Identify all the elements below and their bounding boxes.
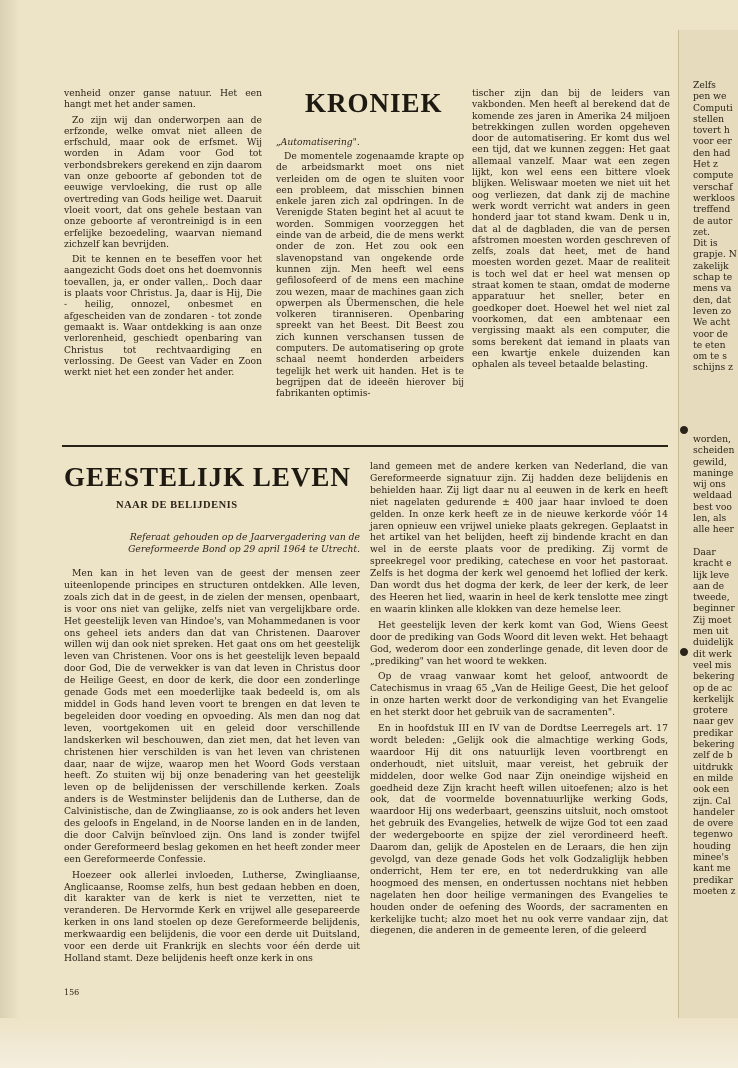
page-bottom [0, 1018, 738, 1068]
strip-line: duidelijk [693, 637, 734, 649]
strip-line: Zij moet [693, 614, 732, 626]
strip-line: stellen [693, 113, 725, 125]
strip-line: werkloos [693, 192, 735, 204]
strip-line: len, als [693, 513, 727, 525]
strip-line: minee's [693, 851, 729, 863]
strip-line: voor eer [693, 136, 732, 148]
strip-line: op de ac [693, 682, 733, 694]
page-number: 156 [64, 988, 80, 997]
strip-line: schijns z [693, 362, 733, 374]
strip-line: predikar [693, 874, 733, 886]
strip-line: tegenwo [693, 829, 733, 841]
strip-line: de overe [693, 818, 734, 830]
next-page-strip [678, 30, 738, 1040]
kroniek-right-column [472, 88, 670, 374]
strip-line: mens va [693, 283, 732, 295]
strip-line: tweede, [693, 592, 730, 604]
strip-line: en milde [693, 772, 734, 784]
paragraph: tischer zijn dan bij de leiders van vakbonden. Men heeft al berekend dat de komende zes jaren in Amerika 24 miljoen betrekkingen zullen worden opgeheven door de automatisering. Er komt dus wel een tijd, dat we kunnen zeggen: Het gaat allemaal vanzelf. Maar wat een zegen lijkt, kon wel eens een bittere vloek blijken. Weliswaar moeten we niet uit het oog verliezen, dat dank zij de machine werk wordt verricht wat anders in geen honderd jaar tot stand kwam. Denk u in, dat al de dagbladen, die van de persen afstromen moesten worden geschreven of zelfs, zoals dat heet, met de hand moesten worden gezet. Maar de realiteit is toch wel dat er heel wat mensen op straat komen te staan, omdat de moderne apparatuur het sneller, beter en goedkoper doet. Hoewel het wel niet zal voorkomen, dat een ambtenaar een vergissing maakt als een computer, die soms berekent dat iemand in plaats van een kwartje enkele duizenden kan ophalen als teveel betaalde belasting. [472, 88, 670, 371]
kroniek-title: KRONIEK [305, 88, 443, 118]
strip-line: Zelfs [693, 80, 716, 91]
strip-line: houding [693, 840, 731, 852]
paragraph: Men kan in het leven van de geest der mensen zeer uiteenlopende principes en structuren ontdekken. Alle leven, zoals zich dat in de geest, in de zielen der mensen, openbaart, is voor ons niet van gelijke, zelfs niet van vergelijkbare orde. Het geestelijk leven van Hindoe's, van Mohammedanen is voor ons geheel iets anders dan dat van Christenen. Daarover willen wij dan ook niet spreken. Het gaat ons om het geestelijk leven van Christenen. Voor ons is het geestelijk leven bepaald door God, Die de verwekker is van dat leven in Christus door de Heilige Geest, en door de kerk, die door een zonderlinge genade Gods met een moederlijke taak bedeeld is, om als middel in Gods hand leven voort te brengen en dat leven te begeleiden door voeding en opvoeding. Als men dan nog dat leven, voortgekomen uit en geleid door verschillende landskerken wil beschouwen, dan ziet men, dat het leven van christenen hier verschilden is van het leven van christenen daar, naar de wijze, waarop men het Woord Gods verstaan heeft. Zo stuiten wij bij onze benadering van het geestelijk leven op de belijdenissen der verschillende kerken. Zoals anders is de Westminster belijdenis dan de Lutherse, dan de Calvinistische, dan de Zwingliaanse, zo is ook anders het leven des geloofs in Engeland, in de Noorse landen en in de landen, die door Calvijn beïnvloed zijn. Ons land is zonder twijfel onder Gereformeerd beslag gekomen en het heeft zonder meer een Gereformeerde Confessie. [64, 568, 360, 865]
geestelijk-leven-subtitle: NAAR DE BELIJDENIS [116, 500, 238, 511]
kroniek-subhead: „Automatisering". [276, 137, 360, 148]
strip-line: best voo [693, 501, 732, 513]
strip-line: predikar [693, 727, 733, 739]
strip-line: lijk leve [693, 569, 730, 581]
paragraph: Op de vraag vanwaar komt het geloof, antwoordt de Catechismus in vraag 65 „Van de Heilige Geest, Die het geloof in onze harten werkt door de verkondiging van het Evangelie en het sterkt door het gebruik van de sacramenten". [370, 671, 668, 719]
geestelijk-right-column [370, 461, 668, 941]
strip-line: zakelijk [693, 260, 729, 272]
strip-line: handeler [693, 806, 735, 818]
paragraph: venheid onzer ganse natuur. Het een hangt met het ander samen. [64, 88, 262, 111]
page-edge-shadow [0, 0, 20, 1068]
strip-line: bekering [693, 739, 735, 751]
strip-line: verschaf [693, 181, 733, 193]
strip-line: Het z [693, 159, 718, 171]
paragraph: Dit te kennen en te beseffen voor het aangezicht Gods doet ons het doemvonnis toevallen, ja, er onder vallen,. Doch daar is plaats voor Christus. Ja, daar is Hij, Die - heilig, onnozel, onbesmet en afgescheiden van de zondaren - tot zonde gemaakt is. Waar ontdekking is aan onze verlorenheid, geschiedt openbaring van Christus tot rechtvaardiging en verlossing. De Geest van Vader en Zoon werkt niet het een zonder het ander. [64, 254, 262, 379]
strip-line: de autor [693, 215, 733, 227]
section-divider [62, 445, 668, 447]
referaat-note: Referaat gehouden op de Jaarvergadering van de Gereformeerde Bond op 29 april 1964 te Utrecht. [128, 532, 360, 555]
strip-line: wij ons [693, 479, 726, 491]
strip-line: compute [693, 170, 734, 182]
strip-line: scheiden [693, 445, 735, 457]
strip-line: grapje. N [693, 249, 737, 261]
strip-line: om te s [693, 351, 727, 363]
strip-line: aan de [693, 580, 725, 592]
strip-line: zijn. Cal [693, 795, 731, 807]
strip-line: We acht [693, 317, 731, 329]
strip-line: gewild, [693, 456, 727, 468]
strip-bottom-fragments [679, 434, 736, 897]
paragraph: land gemeen met de andere kerken van Nederland, die van Gereformeerde signatuur zijn. Zij hadden deze belijdenis en behielden haar. Zij ligt daar nu al eeuwen in de kerk en heeft niet nagelaten gedurende ± 400 jaar haar invloed te doen gelden. In onze kerk heeft ze in de nieuwe kerkorde vóór 14 jaren opnieuw een vrijwel unieke plaats gekregen. Geplaatst in het artikel van het belijden, heeft zij bindende kracht en dan wel in de eerste plaats voor de prediking. Zij vormt de spreekregel voor prediking, catechese en voor het pastoraat. Zelfs is het dogma der kerk wel genoemd het loflied der kerk. Dan wordt dus het dogma der kerk, de leer der kerk, de leer des Heeren het lied, waarin in heel de kerk tenslotte mee zingt en waarin klinken alle klokken van deze hemelse leer. [370, 461, 668, 615]
strip-line: pen we [693, 91, 727, 103]
paragraph: Het geestelijk leven der kerk komt van God, Wiens Geest door de prediking van Gods Woord dit leven wekt. Het behaagt God, wederom door een zonderlinge genade, dit leven door de „prediking" van het woord te wekken. [370, 619, 668, 667]
strip-line: kerkelijk [693, 693, 734, 705]
strip-line: voor de [693, 328, 728, 340]
strip-line: grotere [693, 705, 728, 717]
strip-line: Daar [693, 546, 716, 558]
strip-line: worden, [693, 434, 731, 445]
strip-line: zet. [693, 226, 710, 238]
paragraph: Hoezeer ook allerlei invloeden, Lutherse, Zwingliaanse, Anglicaanse, Roomse zelfs, hun best gedaan hebben en doen, dit karakter van de kerk is niet te verzetten, niet te veranderen. De Hervormde Kerk en vrijwel alle gesepareerde kerken in ons land stoelen op deze Gereformeerde belijdenis, merkwaardig een belijdenis, die voor een derde uit Duitsland, voor een derde uit Frankrijk en slechts voor één derde uit Holland stamt. Deze belijdenis heeft onze kerk in ons [64, 869, 360, 964]
strip-line: veel mis [693, 659, 732, 671]
top-left-column [64, 88, 262, 382]
strip-line: zelf de b [693, 750, 733, 762]
strip-line: bekering [693, 671, 735, 683]
strip-line: kracht e [693, 558, 732, 570]
strip-line: treffend [693, 204, 731, 216]
geestelijk-leven-title: GEESTELIJK LEVEN [64, 462, 351, 492]
strip-line: ook een [693, 784, 730, 796]
strip-line: kant me [693, 863, 731, 875]
margin-bullet [680, 648, 688, 656]
strip-line: uitdrukk [693, 761, 733, 773]
strip-line: den had [693, 147, 731, 159]
paragraph: De momentele zogenaamde krapte op de arbeidsmarkt moet ons niet verleiden om de ogen te sluiten voor een probleem, dat misschien binnen enkele jaren zich zal opdringen. In de Verenigde Staten begint het al acuut te worden. Sommigen voorzeggen het einde van de arbeid, die de mens werkt onder de zon. Het zou ook een slavenopstand van ongekende orde kunnen zijn. Men heeft wel eens gefilosofeerd of de mens een machine zou wezen, maar de machines gaan zich opwerpen als Übermenschen, die hele volkeren tiranniseren. Openbaring spreekt van het Beest. Dit Beest zou zich kunnen verschansen tussen de computers. De automatisering op grote schaal neemt honderden arbeiders tegelijk het werk uit handen. Het is te begrijpen dat de ideeën hierover bij fabrikanten optimis- [276, 151, 464, 400]
strip-line: moeten z [693, 885, 736, 897]
strip-line: dit werk [693, 648, 732, 660]
strip-line: Computi [693, 102, 733, 114]
strip-line: men uit [693, 626, 729, 638]
strip-line: maninge [693, 467, 734, 479]
paragraph: En in hoofdstuk III en IV van de Dordtse Leerregels art. 17 wordt beleden: „Gelijk ook die almachtige werking Gods, waardoor Hij dit ons natuurlijk leven voortbrengt en onderhoudt, niet uitsluit, maar vereist, het gebruik der middelen, door welke God naar Zijn oneindige wijsheid en goedheid deze Zijn kracht heeft willen uitoefenen; alzo is het ook, dat de voormelde bovennatuurlijke werking Gods, waardoor Hij ons wederbaart, geenszins uitsluit, noch omstoot het gebruik des Evangelies, hetwelk de wijze God tot een zaad der wedergeboorte en spijze der ziel verordineerd heeft. Daarom dan, gelijk de Apostelen en de Leraars, die hen zijn gevolgd, van deze genade Gods het volk Godzaliglijk hebben onderricht, Hem ter ere, en tot nederdrukking van alle hoogmoed des mensen, en ondertussen nochtans niet hebben nagelaten hen door heilige vermaningen des Evangelies te houden onder de oefening des Woords, der sacramenten en kerkelijke tucht; alzo moet het nu ook verre vandaar zijn, dat diegenen, die anderen in de gemeente leren, of die geleerd [370, 723, 668, 937]
strip-line: alle heer [693, 524, 734, 536]
strip-top-fragments [679, 80, 737, 374]
strip-line: te eten [693, 339, 726, 351]
strip-line: tovert h [693, 125, 730, 137]
kroniek-middle-column [276, 151, 464, 404]
margin-bullet [680, 426, 688, 434]
strip-line: leven zo [693, 305, 732, 317]
strip-line: Dit is [693, 238, 718, 250]
paragraph: Zo zijn wij dan onderworpen aan de erfzonde, welke omvat niet alleen de erfschuld, maar ook de erfsmet. Wij worden in Adam voor God tot verbondsbrekers gerekend en zijn daarom van onze geboorte af gebonden tot de eeuwige vervloeking, die rust op alle overtreding van Gods heilige wet. Daaruit vloeit voort, dat ons gehele bestaan van onze geboorte af verontreinigd is in een erfelijke bezoedeling, waarvan niemand zichzelf kan bevrijden. [64, 114, 262, 250]
strip-line: den, dat [693, 294, 732, 306]
strip-line: weldaad [693, 490, 732, 502]
strip-line: schap te [693, 272, 733, 284]
strip-line: naar gev [693, 716, 734, 728]
geestelijk-left-column [64, 568, 360, 969]
strip-line: beginner [693, 603, 735, 615]
strip-line [679, 536, 736, 547]
